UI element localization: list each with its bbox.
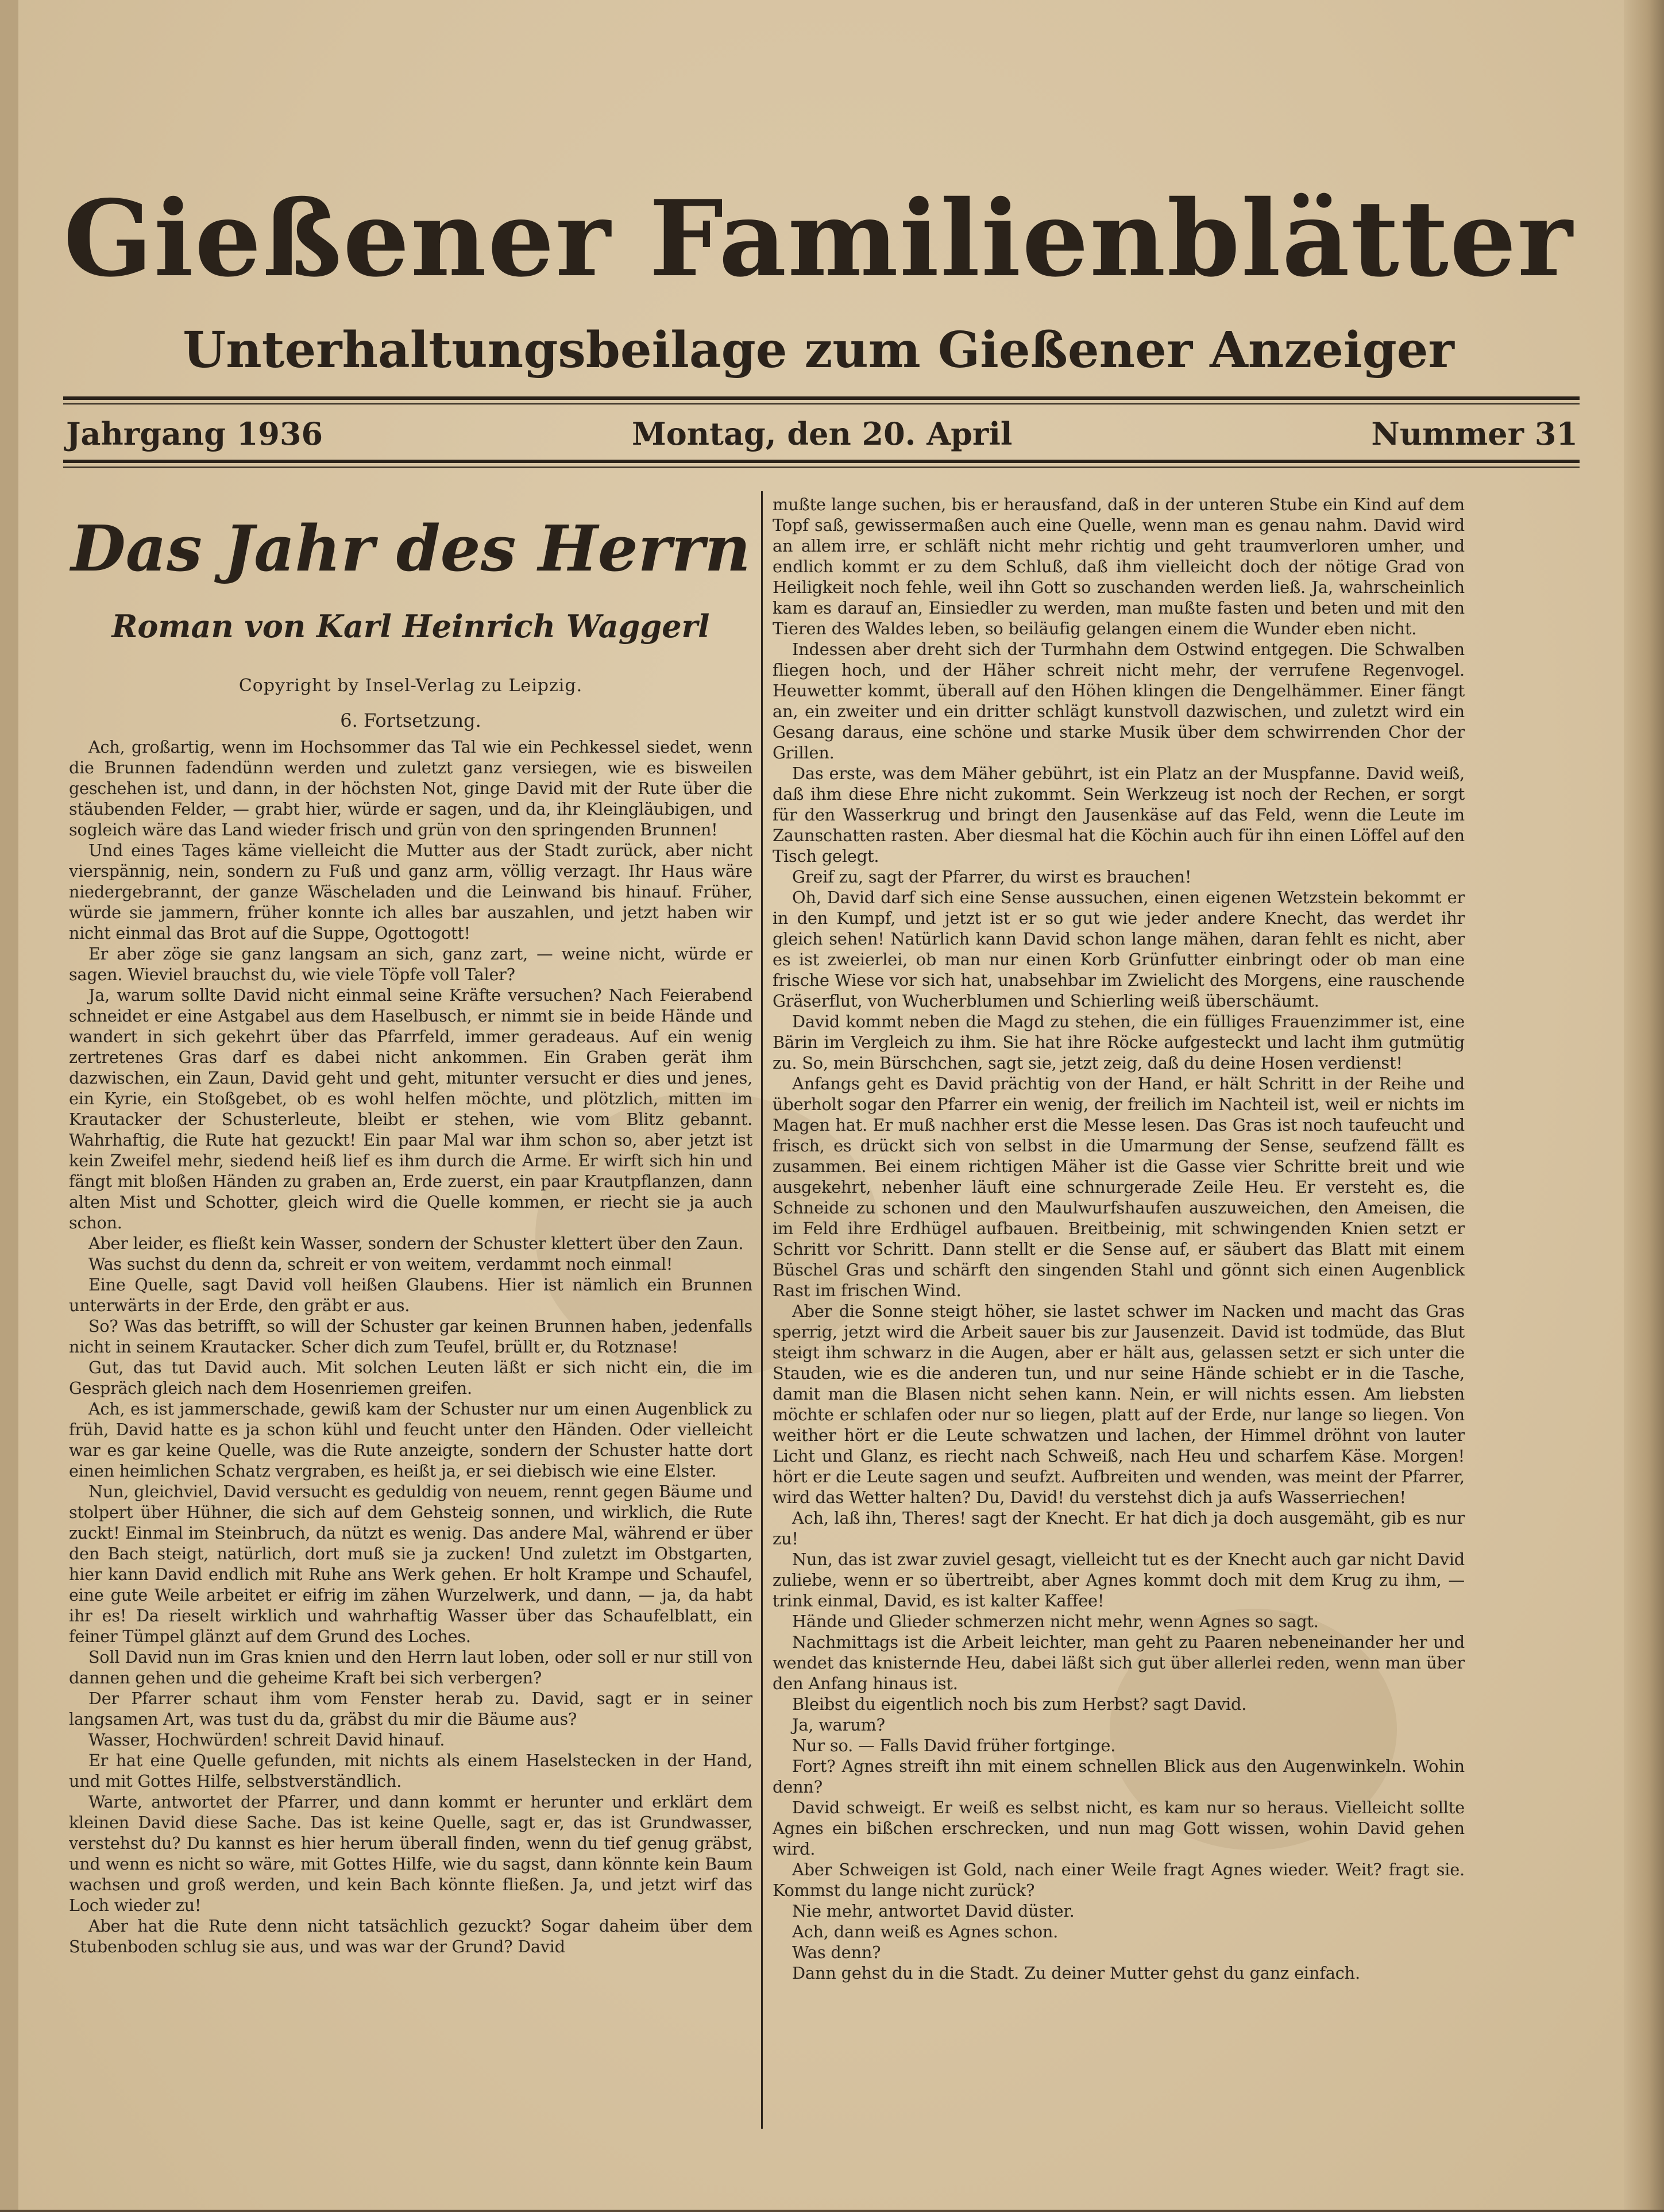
story-paragraph: Nun, das ist zwar zuviel gesagt, vielleicht tut es der Knecht auch gar nicht David zuliebe, wenn er so übertreibt, aber Agnes kommt doch mit dem Krug zu ihm, — trink einmal, David, es ist kalter Kaffee! <box>773 1550 1465 1610</box>
right-column-text <box>773 494 1465 1983</box>
page-binding-edge <box>0 0 20 2210</box>
story-paragraph: Nur so. — Falls David früher fortginge. <box>792 1736 1116 1755</box>
story-paragraph: Nachmittags ist die Arbeit leichter, man geht zu Paaren nebeneinander her und wendet das knisternde Heu, dabei läßt sich gut über allerlei reden, wenn man über den Anfang hinaus ist. <box>773 1632 1465 1693</box>
story-paragraph: Aber leider, es fließt kein Wasser, sondern der Schuster klettert über den Zaun. <box>88 1234 744 1253</box>
story-paragraph: mußte lange suchen, bis er herausfand, daß in der unteren Stube ein Kind auf dem Topf saß, gewissermaßen auch eine Quelle, wenn man es genau nahm. David wird an allem irre, er schläft nicht mehr richtig und geht traumverloren umher, und endlich kommt er zu dem Schluß, daß ihm vielleicht doch der nötige Grad von Heiligkeit noch fehle, weil ihn Gott so zuschanden werden ließ. Ja, wahrscheinlich kam es darauf an, Einsiedler zu werden, man mußte fasten und beten und mit den Tieren des Waldes leben, so beiläufig gelangen einem die Wunder eben nicht. <box>773 495 1465 638</box>
story-paragraph: David schweigt. Er weiß es selbst nicht, es kam nur so heraus. Vielleicht sollte Agnes ein bißchen erschrecken, und nun mag Gott wissen, wohin David gehen wird. <box>773 1798 1465 1859</box>
story-paragraph: Ja, warum? <box>792 1715 885 1735</box>
story-paragraph: Warte, antwortet der Pfarrer, und dann kommt er herunter und erklärt dem kleinen David diese Sache. Das ist keine Quelle, sagt er, das ist Grundwasser, verstehst du? Du kannst es hier herum überall finden, wenn du tief genug gräbst, und wenn es nicht so wäre, mit Gottes Hilfe, wie du sagst, dann könnte kein Baum wachsen und groß werden, und kein Bach könnte fließen. Ja, und jetzt wirf das Loch wieder zu! <box>69 1792 752 1915</box>
story-paragraph: So? Was das betrifft, so will der Schuster gar keinen Brunnen haben, jedenfalls nicht in seinem Krautacker. Scher dich zum Teufel, brüllt er, du Rotznase! <box>69 1316 752 1357</box>
issue-date: Montag, den 20. April <box>632 415 1013 452</box>
story-copyright: Copyright by Insel-Verlag zu Leipzig. <box>238 676 583 696</box>
story-paragraph: Aber die Sonne steigt höher, sie lastet schwer im Nacken und macht das Gras sperrig, jetzt wird die Arbeit sauer bis zur Jausenzeit. David ist todmüde, das Blut steigt ihm schwarz in die Augen, aber er hält aus, gelassen setzt er sich unter die Stauden, wie es die anderen tun, und nur seine Hände schiebt er in die Tasche, damit man die Blasen nicht sehen kann. Nein, er will nichts essen. Am liebsten möchte er schlafen oder nur so liegen, platt auf der Erde, nur lange so liegen. Von weither hört er die Leute schwatzen und lachen, der Himmel dröhnt von lauter Licht und Glanz, es riecht nach Schweiß, nach Heu und scharfem Käse. Morgen! hört er die Leute sagen und seufzt. Aufbreiten und wenden, was meint der Pfarrer, wird das Wetter halten? Du, David! du verstehst dich ja aufs Wasserriechen! <box>773 1301 1465 1507</box>
story-paragraph: Das erste, was dem Mäher gebührt, ist ein Platz an der Muspfanne. David weiß, daß ihm diese Ehre nicht zukommt. Sein Werkzeug ist noch der Rechen, er sorgt für den Wasserkrug und bringt den Jausenkäse auf das Feld, wenn die Leute im Zaunschatten rasten. Aber diesmal hat die Köchin auch für ihn einen Löffel auf den Tisch gelegt. <box>773 764 1465 866</box>
story-paragraph: Dann gehst du in die Stadt. Zu deiner Mutter gehst du ganz einfach. <box>792 1963 1360 1983</box>
story-paragraph: Anfangs geht es David prächtig von der Hand, er hält Schritt in der Reihe und überholt sogar den Pfarrer ein wenig, der freilich im Nachteil ist, weil er nichts im Magen hat. Er muß nachher erst die Messe lesen. Das Gras ist noch taufeucht und frisch, es drückt sich von selbst in die Umarmung der Sense, seufzend fällt es zusammen. Bei einem richtigen Mäher ist die Gasse vier Schritte breit und wie ausgekehrt, nebenher läuft eine schnurgerade Zeile Heu. Er versteht es, die Schneide zu schonen und den Maulwurfshaufen auszuweichen, den Ameisen, die im Feld ihre Erdhügel aufbauen. Breitbeinig, mit schwingenden Knien setzt er Schritt vor Schritt. Dann stellt er die Sense auf, er säubert das Blatt mit einem Büschel Gras und schärft den singenden Stahl und gönnt sich einen Augenblick Rast im frischen Wind. <box>773 1074 1465 1300</box>
story-title: Das Jahr des Herrn <box>71 511 751 585</box>
story-paragraph: Soll David nun im Gras knien und den Herrn laut loben, oder soll er nur still von dannen gehen und die geheime Kraft bei sich verbergen? <box>69 1647 752 1687</box>
story-paragraph: Er hat eine Quelle gefunden, mit nichts als einem Haselstecken in der Hand, und mit Gottes Hilfe, selbstverständlich. <box>69 1751 752 1791</box>
story-paragraph: Ach, es ist jammerschade, gewiß kam der Schuster nur um einen Augenblick zu früh, David hatte es ja schon kühl und feucht unter den Händen. Oder vielleicht war es gar keine Quelle, was die Rute anzeigte, sondern der Schuster hatte dort einen heimlichen Schatz vergraben, es heißt ja, er sei diebisch wie eine Elster. <box>69 1399 752 1481</box>
story-paragraph: Eine Quelle, sagt David voll heißen Glaubens. Hier ist nämlich ein Brunnen unterwärts in der Erde, den gräbt er aus. <box>69 1275 752 1315</box>
story-installment: 6. Fortsetzung. <box>340 710 481 731</box>
story-paragraph: Fort? Agnes streift ihn mit einem schnellen Blick aus den Augenwinkeln. Wohin denn? <box>773 1756 1465 1797</box>
story-paragraph: Was denn? <box>792 1943 881 1962</box>
story-paragraph: Ja, warum sollte David nicht einmal seine Kräfte versuchen? Nach Feierabend schneidet er eine Astgabel aus dem Haselbusch, er nimmt sie in beide Hände und wandert in sich gekehrt über das Pfarrfeld, immer geradeaus. Auf ein wenig zertretenes Gras darf es dabei nicht ankommen. Ein Graben gerät ihm dazwischen, ein Zaun, David geht und geht, mitunter versucht er dies und jenes, ein Kyrie, ein Stoßgebet, ob es wohl helfen möchte, und plötzlich, mitten im Krautacker der Schusterleute, bleibt er stehen, wie vom Blitz gebannt. Wahrhaftig, die Rute hat gezuckt! Ein paar Mal war ihm schon so, aber jetzt ist kein Zweifel mehr, siedend heiß lief es ihm durch die Arme. Er wirft sich hin und fängt mit bloßen Händen zu graben an, Erde zuerst, ein paar Krautpflanzen, dann alten Mist und Schotter, gleich wird die Quelle kommen, er riecht sie ja auch schon. <box>69 985 752 1232</box>
story-paragraph: Ach, großartig, wenn im Hochsommer das Tal wie ein Pechkessel siedet, wenn die Brunnen fadendünn werden und zuletzt ganz versiegen, wie es bisweilen geschehen ist, und dann, in der höchsten Not, ginge David mit der Rute über die stäubenden Felder, — grabt hier, würde er sagen, und da, ihr Kleingläubigen, und sogleich wäre das Land wieder frisch und grün von den springenden Brunnen! <box>69 737 752 839</box>
story-paragraph: Nun, gleichviel, David versucht es geduldig von neuem, rennt gegen Bäume und stolpert über Hühner, die sich auf dem Gehsteig sonnen, und wirklich, die Rute zuckt! Einmal im Steinbruch, da nützt es wenig. Das andere Mal, während er über den Bach steigt, natürlich, dort muß sie ja zucken! Und zuletzt im Obstgarten, hier kann David endlich mit Ruhe ans Werk gehen. Er holt Krampe und Schaufel, eine gute Weile arbeitet er eifrig im zähen Wurzelwerk, und dann, — ja, da habt ihr es! Da rieselt wirklich und wahrhaftig Wasser über das Schaufelblatt, ein feiner Tümpel glänzt auf dem Grund des Loches. <box>69 1482 752 1646</box>
story-paragraph: Was suchst du denn da, schreit er von weitem, verdammt noch einmal! <box>88 1254 673 1274</box>
story-paragraph: Er aber zöge sie ganz langsam an sich, ganz zart, — weine nicht, würde er sagen. Wieviel brauchst du, wie viele Töpfe voll Taler? <box>69 944 752 984</box>
story-paragraph: David kommt neben die Magd zu stehen, die ein fülliges Frauenzimmer ist, eine Bärin im Vergleich zu ihm. Sie hat ihre Röcke aufgesteckt und lacht ihm gutmütig zu. So, mein Bürschchen, sagt sie, jetzt zeig, daß du deine Hosen verdienst! <box>773 1012 1465 1073</box>
page-stack-edge <box>1624 0 1664 2210</box>
story-paragraph: Aber hat die Rute denn nicht tatsächlich gezuckt? Sogar daheim über dem Stubenboden schlug sie aus, und was war der Grund? David <box>69 1916 752 1956</box>
story-paragraph: Bleibst du eigentlich noch bis zum Herbst? sagt David. <box>792 1694 1247 1714</box>
story-paragraph: Ach, dann weiß es Agnes schon. <box>792 1922 1059 1941</box>
story-paragraph: Greif zu, sagt der Pfarrer, du wirst es brauchen! <box>792 867 1192 887</box>
header-rule-top <box>63 396 1580 400</box>
story-paragraph: Aber Schweigen ist Gold, nach einer Weile fragt Agnes wieder. Weit? fragt sie. Kommst du lange nicht zurück? <box>773 1860 1465 1900</box>
masthead-title: Gießener Familienblätter <box>63 177 1574 300</box>
story-paragraph: Ach, laß ihn, Theres! sagt der Knecht. Er hat dich ja doch ausgemäht, gib es nur zu! <box>773 1508 1465 1548</box>
left-column <box>69 494 752 2212</box>
header-rule-bottom <box>63 460 1580 463</box>
story-paragraph: Gut, das tut David auch. Mit solchen Leuten läßt er sich nicht ein, die im Gespräch gleich nach dem Hosenriemen greifen. <box>69 1358 752 1398</box>
header-rule-bottom-thin <box>63 467 1580 468</box>
column-divider <box>761 491 763 2129</box>
story-paragraph: Indessen aber dreht sich der Turmhahn dem Ostwind entgegen. Die Schwalben fliegen hoch, und der Häher schreit nicht mehr, der verrufene Regenvogel. Heuwetter kommt, überall auf den Höhen klingen die Dengelhämmer. Einer fängt an, ein zweiter und ein dritter schlägt kunstvoll dazwischen, und zuletzt wird ein Gesang daraus, eine schöne und starke Musik über dem schwirrenden Chor der Grillen. <box>773 639 1465 762</box>
header-rule-top-thin <box>63 403 1580 404</box>
left-column-text <box>69 737 752 1957</box>
story-paragraph: Wasser, Hochwürden! schreit David hinauf. <box>88 1730 445 1749</box>
story-paragraph: Und eines Tages käme vielleicht die Mutter aus der Stadt zurück, aber nicht vierspännig, nein, sondern zu Fuß und ganz arm, völlig verzagt. Ihr Haus wäre niedergebrannt, der ganze Wäscheladen und die Leinwand bis hinauf. Früher, würde sie jammern, früher konnte ich alles bar auszahlen, und jetzt haben wir nicht einmal das Brot auf die Suppe, Ogottogott! <box>69 841 752 943</box>
story-paragraph: Oh, David darf sich eine Sense aussuchen, einen eigenen Wetzstein bekommt er in den Kumpf, und jetzt ist er so gut wie jeder andere Knecht, das werdet ihr gleich sehen! Natürlich kann David schon lange mähen, daran fehlt es nicht, aber es ist zweierlei, ob man nur einen Korb Grünfutter einbringt oder ob man eine frische Wiese vor sich hat, unabsehbar im Zwielicht des Morgens, eine rauschende Gräserflut, von Wucherblumen und Schierling weiß überschäumt. <box>773 888 1465 1011</box>
story-paragraph: Der Pfarrer schaut ihm vom Fenster herab zu. David, sagt er in seiner langsamen Art, was tust du da, gräbst du mir die Bäume aus? <box>69 1689 752 1729</box>
story-author: Roman von Karl Heinrich Waggerl <box>111 608 710 645</box>
volume-label: Jahrgang 1936 <box>66 415 323 452</box>
issue-number: Nummer 31 <box>1371 415 1578 452</box>
right-column <box>773 494 1465 2212</box>
story-paragraph: Nie mehr, antwortet David düster. <box>792 1901 1075 1921</box>
story-paragraph: Hände und Glieder schmerzen nicht mehr, wenn Agnes so sagt. <box>792 1612 1319 1631</box>
masthead-subtitle: Unterhaltungsbeilage zum Gießener Anzeiger <box>183 321 1454 379</box>
